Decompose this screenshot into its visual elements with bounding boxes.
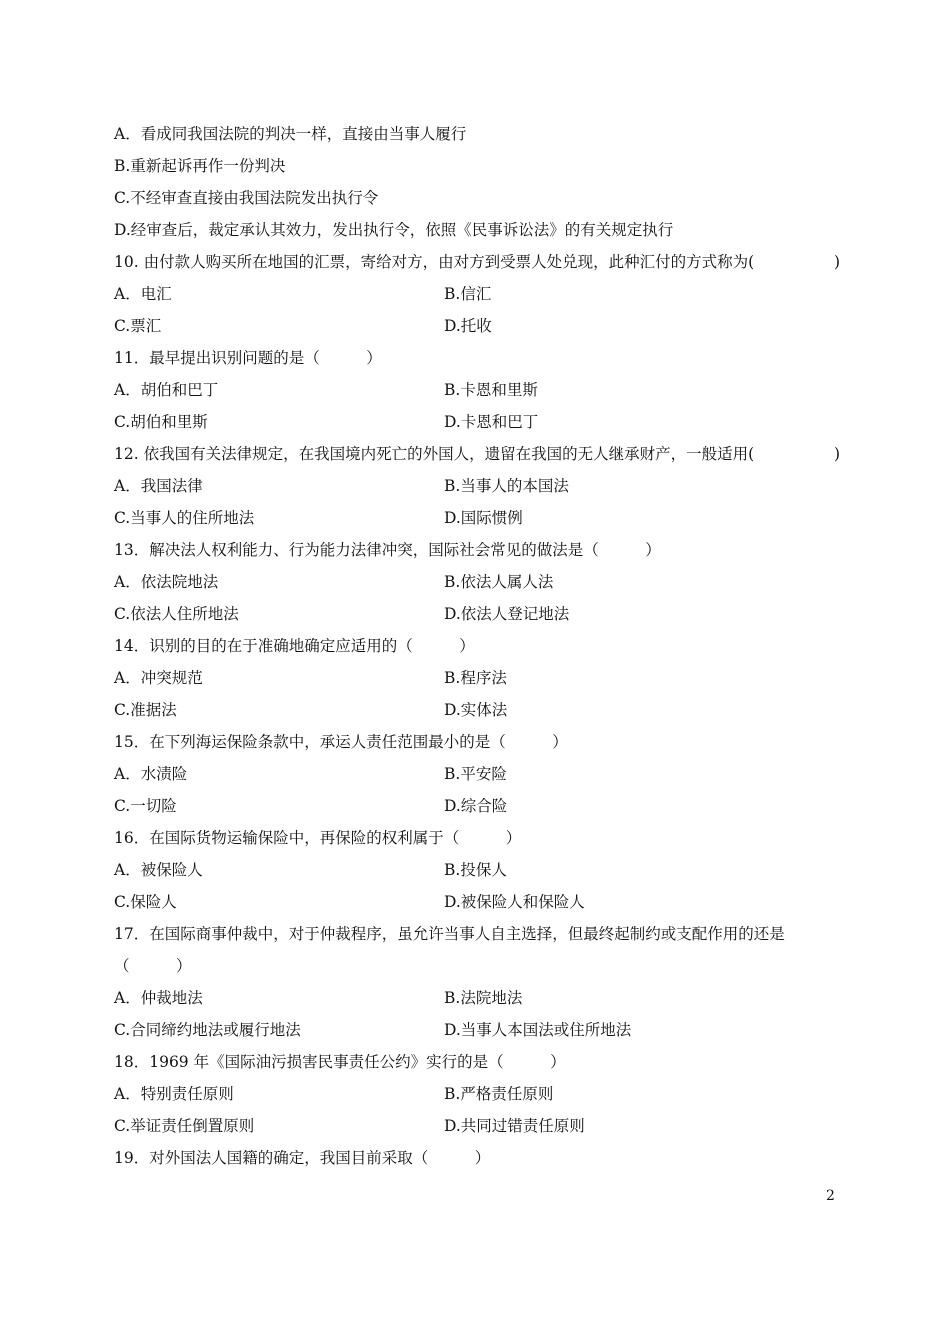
option-c: C.胡伯和里斯 (114, 413, 208, 431)
option-a: A．被保险人 (114, 861, 203, 879)
option-c: C.合同缔约地法或履行地法 (114, 1021, 301, 1039)
option-c: C.依法人住所地法 (114, 605, 239, 623)
option-b: B.投保人 (444, 861, 507, 879)
option-b: B.程序法 (444, 669, 507, 687)
option-a: A．看成同我国法院的判决一样，直接由当事人履行 (114, 125, 467, 143)
option-d: D.国际惯例 (444, 509, 523, 527)
option-d: D.实体法 (444, 701, 508, 719)
option-row (114, 502, 840, 534)
option-b: B.严格责任原则 (444, 1085, 554, 1103)
option-c: C.保险人 (114, 893, 177, 911)
question-17: 17．在国际商事仲裁中，对于仲裁程序，虽允许当事人自主选择，但最终起制约或支配作用的还是 (114, 925, 785, 943)
option-b: B.依法人属人法 (444, 573, 554, 591)
question-text: 10. 由付款人购买所在地国的汇票，寄给对方，由对方到受票人处兑现，此种汇付的方式称为( (114, 253, 755, 271)
option-row (114, 278, 840, 310)
option-row (114, 1014, 840, 1046)
option-c: C.举证责任倒置原则 (114, 1117, 255, 1135)
option-row (114, 1078, 840, 1110)
option-a: A．特别责任原则 (114, 1085, 234, 1103)
answer-bracket-end: ) (833, 445, 840, 463)
option-c: C.当事人的住所地法 (114, 509, 255, 527)
option-a: A．我国法律 (114, 477, 203, 495)
option-a: A．水渍险 (114, 765, 188, 783)
page-content (114, 118, 840, 1174)
option-row (114, 694, 840, 726)
question-12 (114, 438, 840, 470)
option-d: D.综合险 (444, 797, 508, 815)
question-19: 19．对外国法人国籍的确定，我国目前采取（ ） (114, 1149, 491, 1167)
question-17-bracket: （ ） (114, 957, 192, 975)
question-10 (114, 246, 840, 278)
option-row (114, 758, 840, 790)
option-row (114, 662, 840, 694)
option-row (114, 886, 840, 918)
page-number: 2 (826, 1188, 835, 1204)
option-d: D.托收 (444, 317, 492, 335)
option-a: A．冲突规范 (114, 669, 203, 687)
option-b: B.当事人的本国法 (444, 477, 569, 495)
option-row (114, 598, 840, 630)
option-row (114, 854, 840, 886)
option-row (114, 982, 840, 1014)
option-d: D.共同过错责任原则 (444, 1117, 585, 1135)
option-row (114, 470, 840, 502)
option-b: B.平安险 (444, 765, 507, 783)
option-d: D.依法人登记地法 (444, 605, 570, 623)
option-row (114, 790, 840, 822)
question-14: 14．识别的目的在于准确地确定应适用的（ ） (114, 637, 475, 655)
question-text: 12. 依我国有关法律规定，在我国境内死亡的外国人，遗留在我国的无人继承财产，一般适用( (114, 445, 755, 463)
option-row (114, 374, 840, 406)
option-row (114, 310, 840, 342)
option-a: A．仲裁地法 (114, 989, 203, 1007)
option-a: A．电汇 (114, 285, 172, 303)
option-b: B.信汇 (444, 285, 492, 303)
option-d: D.经审查后，裁定承认其效力，发出执行令，依照《民事诉讼法》的有关规定执行 (114, 221, 674, 239)
option-row (114, 1110, 840, 1142)
option-a: A．胡伯和巴丁 (114, 381, 219, 399)
option-row (114, 406, 840, 438)
question-15: 15．在下列海运保险条款中，承运人责任范围最小的是（ ） (114, 733, 568, 751)
question-13: 13．解决法人权利能力、行为能力法律冲突，国际社会常见的做法是（ ） (114, 541, 661, 559)
question-18: 18．1969 年《国际油污损害民事责任公约》实行的是（ ） (114, 1053, 566, 1071)
question-11: 11．最早提出识别问题的是（ ） (114, 349, 382, 367)
option-c: C.准据法 (114, 701, 177, 719)
option-b: B.卡恩和里斯 (444, 381, 538, 399)
option-b: B.法院地法 (444, 989, 523, 1007)
option-row (114, 566, 840, 598)
option-c: C.一切险 (114, 797, 177, 815)
option-c: C.票汇 (114, 317, 162, 335)
option-b: B.重新起诉再作一份判决 (114, 157, 286, 175)
option-d: D.当事人本国法或住所地法 (444, 1021, 632, 1039)
answer-bracket-end: ) (833, 253, 840, 271)
option-d: D.被保险人和保险人 (444, 893, 585, 911)
question-16: 16．在国际货物运输保险中，再保险的权利属于（ ） (114, 829, 522, 847)
option-a: A．依法院地法 (114, 573, 219, 591)
option-c: C.不经审查直接由我国法院发出执行令 (114, 189, 379, 207)
option-d: D.卡恩和巴丁 (444, 413, 539, 431)
